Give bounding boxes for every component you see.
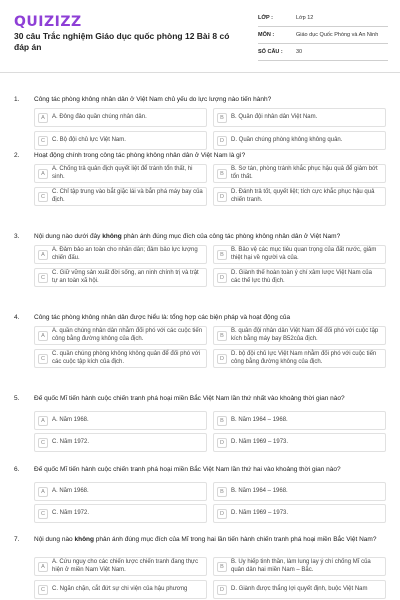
option-d[interactable] [213,580,386,599]
question-number: 7. [14,536,20,543]
option-letter: A [38,331,48,341]
option-letter: A [38,113,48,123]
question-text: Công tác phòng không nhân dân được hiểu là: tổng hợp các biện pháp và hoạt động của [34,314,291,321]
option-c[interactable] [34,268,207,287]
option-text: C. Giữ vững sản xuất đời sống, an ninh chính trị và trật tự an toàn xã hội. [52,270,199,284]
question-text: Công tác phòng không nhân dân ở Việt Nam chủ yếu do lực lượng nào tiến hành? [34,96,272,103]
option-letter: B [217,487,227,497]
option-c[interactable] [34,580,207,599]
worksheet-meta [258,12,388,63]
meta-label: SỐ CÂU : [258,49,283,55]
option-a[interactable] [34,326,207,345]
option-letter: C [38,354,48,364]
option-d[interactable] [213,433,386,452]
option-text: A. Đảm bảo an toàn cho nhân dân; đảm bảo lực lượng chiến đấu. [52,247,198,261]
question-number: 4. [14,314,20,321]
option-letter: B [217,113,227,123]
option-letter: C [38,273,48,283]
option-letter: D [217,438,227,448]
option-d[interactable] [213,131,386,150]
option-b[interactable] [213,557,386,576]
question-number: 6. [14,466,20,473]
meta-label: LỚP : [258,15,273,21]
meta-row-count [258,46,388,61]
option-text: B. Bảo vệ các mục tiêu quan trọng của đất nước, giảm thiệt hại về người và của. [231,247,377,261]
question-number: 2. [14,152,20,159]
option-letter: A [38,250,48,260]
option-text: B. Quân đội nhân dân Việt Nam. [231,113,318,120]
option-text: B. Năm 1964 – 1968. [231,416,288,423]
option-a[interactable] [34,108,207,127]
option-d[interactable] [213,187,386,206]
worksheet-header [0,0,400,70]
option-letter: D [217,585,227,595]
option-text: A. Đông đảo quần chúng nhân dân. [52,113,147,120]
option-c[interactable] [34,131,207,150]
option-text: C. Bộ đội chủ lực Việt Nam. [52,136,126,143]
question-text: Nội dung nào không phản ánh đúng mục đích của Mĩ trong hai lần tiến hành chiến tranh phá hoại miền Bắc Việt Nam? [34,536,377,543]
option-letter: D [217,136,227,146]
option-letter: D [217,509,227,519]
header-divider [0,72,400,73]
option-d[interactable] [213,504,386,523]
meta-value: Lớp 12 [296,15,314,21]
option-b[interactable] [213,164,386,183]
option-letter: B [217,331,227,341]
question-number: 5. [14,395,20,402]
option-text: C. Chỉ tập trung vào bắt giặc lái và bắn phá máy bay của địch. [52,189,203,203]
option-b[interactable] [213,108,386,127]
option-a[interactable] [34,411,207,430]
option-letter: C [38,438,48,448]
option-letter: C [38,136,48,146]
question-text: Hoạt động chính trong công tác phòng không nhân dân ở Việt Nam là gì? [34,152,246,159]
meta-row-class [258,12,388,27]
option-text: B. quân đội nhân dân Việt Nam để đối phó với cuộc tập kích bằng máy bay B52của địch. [231,328,379,342]
quizizz-logo: QUIZIZZ [14,14,82,30]
question-number: 3. [14,233,20,240]
option-d[interactable] [213,268,386,287]
option-text: D. Đánh trả tốt, quyết liệt; tích cực khắc phục hậu quả chiến tranh. [231,189,375,203]
option-text: B. Sơ tán, phòng tránh khắc phục hậu quả để giảm bớt tổn thất. [231,166,378,180]
question-text: Đế quốc Mĩ tiến hành cuộc chiến tranh phá hoại miền Bắc Việt Nam lần thứ nhất vào khoảng thời gian nào? [34,395,345,402]
option-b[interactable] [213,482,386,501]
option-d[interactable] [213,349,386,368]
option-letter: B [217,562,227,572]
option-text: D. Giành thế hoàn toàn ý chí xâm lược Việt Nam của các thế lực thù địch. [231,270,372,284]
meta-value: Giáo dục Quốc Phòng và An Ninh [296,32,379,38]
option-a[interactable] [34,557,207,576]
option-a[interactable] [34,482,207,501]
option-c[interactable] [34,433,207,452]
option-a[interactable] [34,164,207,183]
option-text: C. Ngăn chặn, cắt đứt sự chi viện của hậu phương [52,585,188,592]
option-b[interactable] [213,245,386,264]
worksheet-title: 30 câu Trắc nghiệm Giáo dục quốc phòng 12 Bài 8 có đáp án [14,31,230,52]
option-text: B. Uy hiếp tinh thần, làm lung lay ý chí chống Mĩ của quân dân hai miền Nam – Bắc. [231,559,371,573]
option-text: A. Năm 1968. [52,487,89,494]
option-text: C. quần chúng phòng không không quân để đối phó với các cuộc tập kích của địch. [52,351,201,365]
option-text: B. Năm 1964 – 1968. [231,487,288,494]
option-text: D. bộ đội chủ lực Việt Nam nhằm đối phó với cuộc tiến công bằng đường không của địch. [231,351,377,365]
question-text: Đế quốc Mĩ tiến hành cuộc chiến tranh phá hoại miền Bắc Việt Nam lần thứ hai vào khoảng thời gian nào? [34,466,341,473]
option-b[interactable] [213,326,386,345]
option-b[interactable] [213,411,386,430]
option-c[interactable] [34,187,207,206]
meta-label: MÔN : [258,32,275,38]
option-c[interactable] [34,504,207,523]
option-a[interactable] [34,245,207,264]
option-text: D. Quần chúng phòng không không quân. [231,136,343,143]
option-letter: D [217,192,227,202]
option-letter: A [38,487,48,497]
option-text: D. Năm 1969 – 1973. [231,438,289,445]
option-letter: B [217,416,227,426]
option-letter: C [38,585,48,595]
option-letter: A [38,169,48,179]
option-text: D. Giành được thắng lợi quyết định, buộc Việt Nam [231,585,368,592]
option-letter: A [38,562,48,572]
option-text: C. Năm 1972. [52,509,90,516]
option-letter: B [217,169,227,179]
option-text: A. Chống trả quân địch quyết liệt để tránh tổn thất, hi sinh. [52,166,193,180]
meta-row-subject [258,29,388,44]
option-letter: D [217,273,227,283]
option-text: A. Năm 1968. [52,416,89,423]
option-c[interactable] [34,349,207,368]
option-letter: B [217,250,227,260]
question-number: 1. [14,96,20,103]
question-text: Nội dung nào dưới đây không phản ánh đúng mục đích của công tác phòng không nhân dân ở Việt Nam? [34,233,341,240]
option-letter: A [38,416,48,426]
option-text: A. quần chúng nhân dân nhằm đối phó với các cuộc tiến công bằng đường không của địch. [52,328,203,342]
option-text: A. Cứu nguy cho các chiến lược chiến tranh đang thực hiện ở miền Nam Việt Nam. [52,559,199,573]
option-text: C. Năm 1972. [52,438,90,445]
option-text: D. Năm 1969 – 1973. [231,509,289,516]
option-letter: C [38,509,48,519]
meta-value: 30 [296,49,303,55]
option-letter: D [217,354,227,364]
option-letter: C [38,192,48,202]
